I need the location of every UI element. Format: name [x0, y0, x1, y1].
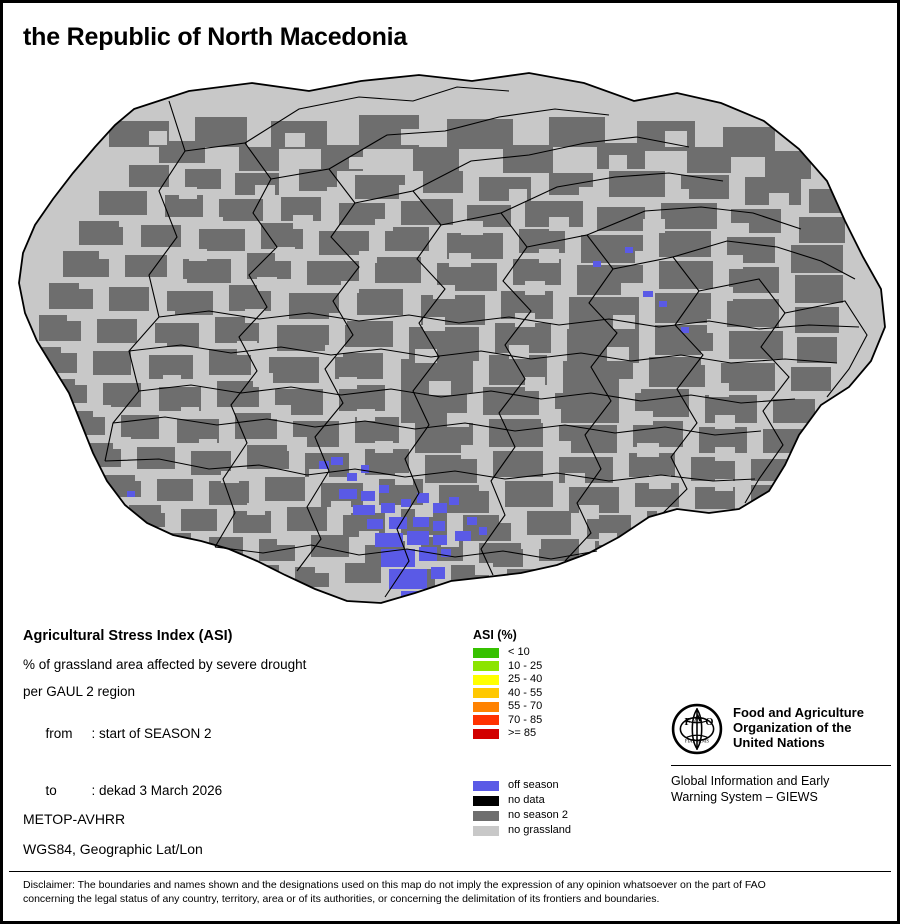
page-title: the Republic of North Macedonia — [23, 23, 408, 51]
disclaimer — [23, 879, 883, 906]
asi-legend — [473, 628, 653, 741]
legend-row — [473, 823, 653, 838]
legend-swatch — [473, 715, 499, 725]
legend-row — [473, 673, 653, 687]
map-raster-layer — [9, 61, 891, 607]
asi-subtitle: % of grassland area affected by severe drought — [23, 657, 307, 672]
legend-label: 10 - 25 — [508, 659, 543, 672]
fao-logo-icon — [671, 703, 723, 755]
legend-row — [473, 808, 653, 823]
legend-row — [473, 687, 653, 701]
fao-name-line3: United Nations — [733, 735, 825, 750]
divider — [671, 765, 891, 766]
legend-row — [473, 660, 653, 674]
svg-text:FIAT PANIS: FIAT PANIS — [685, 739, 709, 745]
legend-label: 55 - 70 — [508, 700, 543, 713]
legend-label: 25 - 40 — [508, 673, 543, 686]
legend-row — [473, 793, 653, 808]
legend-label: no data — [508, 794, 545, 806]
legend-swatch — [473, 648, 499, 658]
legend-row — [473, 727, 653, 741]
legend-swatch — [473, 796, 499, 806]
asi-heading: Agricultural Stress Index (ASI) — [23, 628, 233, 644]
period-to-label: to — [45, 783, 57, 798]
divider — [9, 871, 891, 872]
legend-swatch — [473, 826, 499, 836]
legend-row — [473, 714, 653, 728]
legend-label: off season — [508, 779, 559, 791]
asi-legend-extra — [473, 778, 653, 838]
svg-text:A: A — [693, 713, 702, 725]
giews-line2: Warning System – GIEWS — [671, 790, 818, 804]
legend-row — [473, 778, 653, 793]
disclaimer-line1: Disclaimer: The boundaries and names shown and the designations used on this map do not imply the expression of any opinion whatsoever on the part of FAO — [23, 879, 766, 891]
legend-label: no season 2 — [508, 809, 568, 821]
legend-swatch — [473, 702, 499, 712]
sensor-instrument: METOP-AVHRR — [23, 811, 126, 827]
asi-region-level: per GAUL 2 region — [23, 684, 136, 699]
asi-legend-title: ASI (%) — [473, 628, 517, 642]
fao-name-line2: Organization of the — [733, 720, 852, 735]
giews-line1: Global Information and Early — [671, 774, 830, 788]
legend-swatch — [473, 811, 499, 821]
legend-row — [473, 700, 653, 714]
legend-label: no grassland — [508, 824, 571, 836]
legend-swatch — [473, 729, 499, 739]
svg-text:O: O — [705, 716, 714, 728]
legend-swatch — [473, 675, 499, 685]
legend-swatch — [473, 661, 499, 671]
period-to-value: : dekad 3 March 2026 — [91, 783, 223, 798]
legend-swatch — [473, 781, 499, 791]
sensor-projection: WGS84, Geographic Lat/Lon — [23, 841, 203, 857]
sensor-block — [23, 811, 453, 871]
legend-label: < 10 — [508, 646, 530, 659]
disclaimer-line2: concerning the legal status of any country, territory, area or of its authorities, or concerning the delimitation of its frontiers and boundaries. — [23, 892, 660, 905]
period-from — [23, 711, 453, 756]
svg-text:F: F — [684, 716, 691, 728]
legend-label: 70 - 85 — [508, 713, 543, 726]
fao-branding — [671, 703, 891, 805]
legend-row — [473, 646, 653, 660]
legend-swatch — [473, 688, 499, 698]
legend-label: 40 - 55 — [508, 686, 543, 699]
period-from-label: from — [45, 726, 73, 741]
map-canvas[interactable] — [9, 61, 891, 607]
legend-info-block — [23, 628, 453, 825]
period-to — [23, 768, 453, 813]
period-from-value: : start of SEASON 2 — [91, 726, 212, 741]
fao-name-line1: Food and Agriculture — [733, 705, 864, 720]
legend-label: >= 85 — [508, 727, 537, 740]
